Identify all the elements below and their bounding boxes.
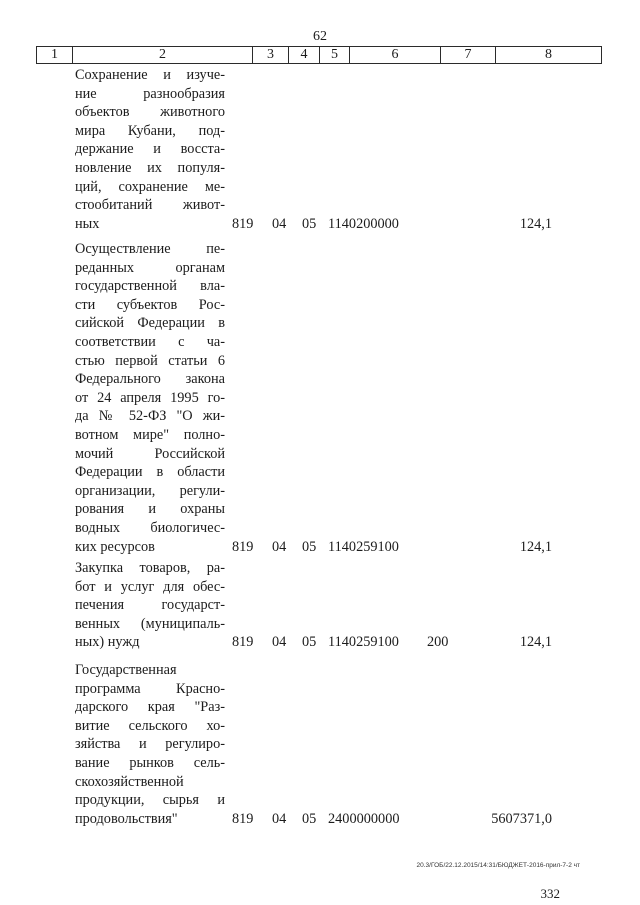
col-3-value: 819 (232, 215, 254, 232)
col-5-value: 05 (302, 538, 317, 555)
desc-line: вотном мире" полно- (75, 426, 225, 443)
desc-line: Государственная (75, 662, 177, 678)
desc-line: печения государст- (75, 597, 225, 614)
desc-line: рования и охраны (75, 501, 225, 518)
document-footer-code: 20.3/ГОБ/22.12.2015/14:31/БЮДЖЕТ-2016-прил-7-2 чт (416, 862, 580, 869)
desc-line: вание рынков сель- (75, 754, 225, 771)
page-number: 62 (313, 29, 327, 44)
page-stamp-number: 332 (540, 886, 560, 901)
header-col-7: 7 (441, 47, 496, 64)
desc-line: зяйства и регулиро- (75, 736, 225, 753)
col-6-value: 1140259100 (328, 538, 399, 555)
desc-line: витие сельского хо- (75, 717, 225, 734)
desc-line: дарского края "Раз- (75, 699, 225, 716)
header-col-5: 5 (320, 47, 350, 64)
row-description (75, 559, 225, 652)
desc-line: ких ресурсов (75, 538, 155, 555)
col-4-value: 04 (272, 810, 287, 827)
desc-line: от 24 апреля 1995 го- (75, 389, 225, 406)
col-3-value: 819 (232, 634, 254, 651)
col-4-value: 04 (272, 538, 287, 555)
row-description (75, 66, 225, 233)
desc-line: Осуществление пе- (75, 241, 225, 257)
col-8-value: 5607371,0 (491, 810, 552, 827)
column-header-table (36, 46, 602, 64)
desc-line: новление их популя- (75, 159, 225, 176)
col-5-value: 05 (302, 634, 317, 651)
col-5-value: 05 (302, 810, 317, 827)
desc-line: программа Красно- (75, 680, 225, 697)
row-description (75, 661, 225, 828)
col-6-value: 2400000000 (328, 810, 400, 827)
desc-line: сти субъектов Рос- (75, 296, 225, 313)
desc-line: государственной вла- (75, 278, 225, 295)
desc-line: мира Кубани, под- (75, 122, 225, 139)
row-description (75, 240, 225, 556)
desc-line: водных биологичес- (75, 519, 225, 536)
desc-line: мочий Российской (75, 445, 225, 462)
col-8-value: 124,1 (519, 215, 552, 232)
desc-line: да № 52-ФЗ "О жи- (75, 408, 225, 425)
desc-line: объектов животного (75, 104, 225, 121)
col-4-value: 04 (272, 215, 287, 232)
desc-line: Федерального закона (75, 371, 225, 388)
desc-line: Сохранение и изуче- (75, 67, 225, 83)
desc-line: сийской Федерации в (75, 315, 225, 332)
header-col-4: 4 (289, 47, 320, 64)
desc-line: ние разнообразия (75, 85, 225, 102)
col-3-value: 819 (232, 538, 254, 555)
col-3-value: 819 (232, 810, 254, 827)
header-col-6: 6 (350, 47, 441, 64)
col-5-value: 05 (302, 215, 317, 232)
desc-line: ных (75, 215, 100, 232)
col-8-value: 124,1 (519, 538, 552, 555)
col-6-value: 1140259100 (328, 634, 399, 651)
desc-line: стообитаний живот- (75, 197, 225, 214)
header-col-3: 3 (253, 47, 289, 64)
desc-line: ций, сохранение ме- (75, 178, 225, 195)
col-6-value: 1140200000 (328, 215, 399, 232)
desc-line: организации, регули- (75, 482, 225, 499)
desc-line: бот и услуг для обес- (75, 578, 225, 595)
desc-line: держание и восста- (75, 141, 225, 158)
desc-line: ных) нужд (75, 634, 140, 651)
col-8-value: 124,1 (519, 634, 552, 651)
desc-line: стью первой статьи 6 (75, 352, 225, 369)
desc-line: Федерации в области (75, 464, 225, 481)
desc-line: соответствии с ча- (75, 333, 225, 350)
desc-line: продукции, сырья и (75, 792, 225, 809)
header-col-8: 8 (496, 47, 602, 64)
desc-line: Закупка товаров, ра- (75, 560, 225, 576)
col-4-value: 04 (272, 634, 287, 651)
header-col-1: 1 (37, 47, 73, 64)
col-7-value: 200 (427, 634, 449, 651)
desc-line: продовольствия" (75, 810, 178, 827)
desc-line: скохозяйственной (75, 773, 184, 790)
header-col-2: 2 (73, 47, 253, 64)
desc-line: венных (муниципаль- (75, 615, 225, 632)
desc-line: реданных органам (75, 259, 225, 276)
